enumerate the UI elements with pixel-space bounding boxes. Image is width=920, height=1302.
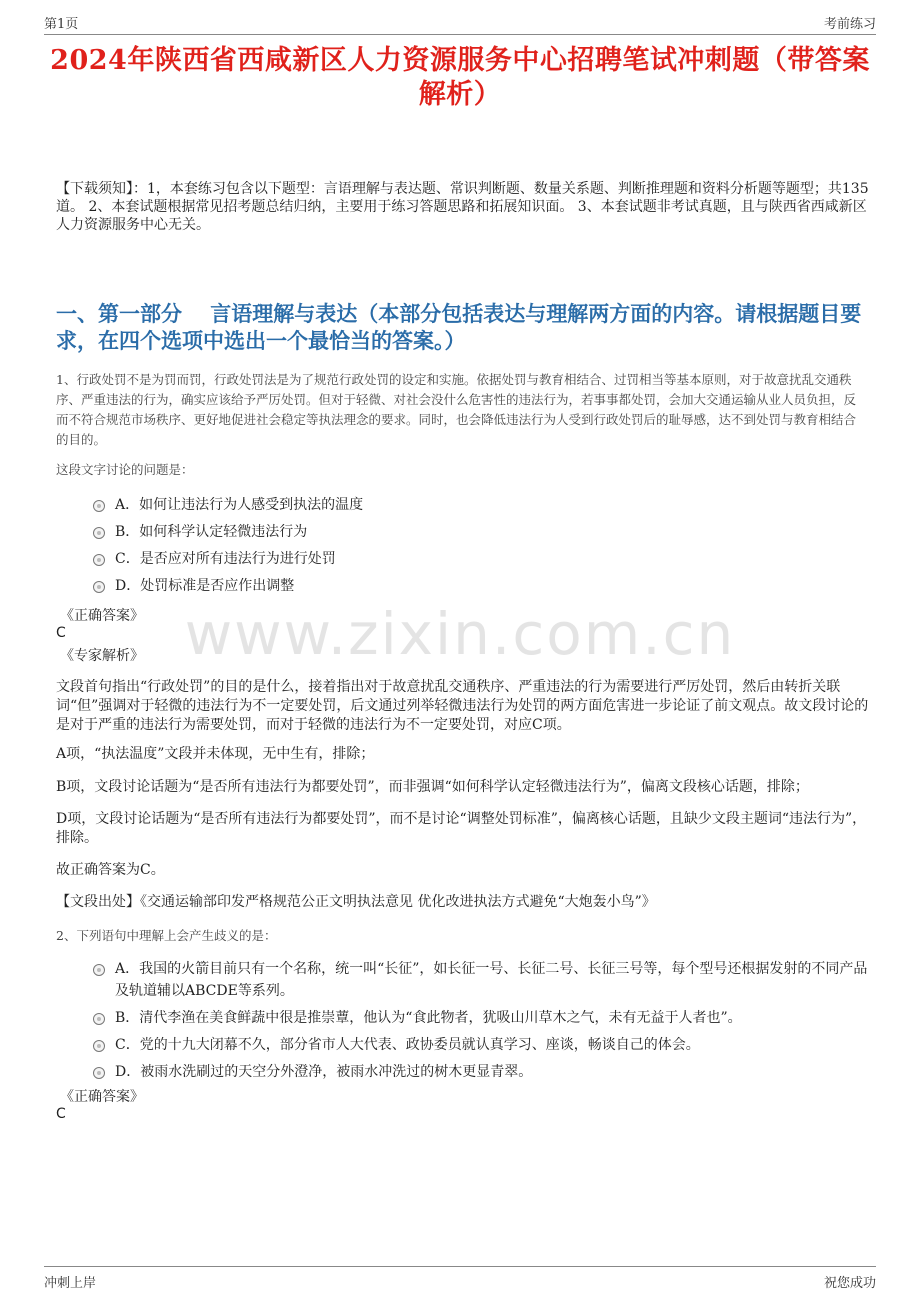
radio-icon[interactable]: [93, 527, 105, 539]
watermark: www.zixin.com.cn: [184, 600, 736, 668]
option-label: B．清代李渔在美食鲜蔬中很是推崇蕈，他认为“食此物者，犹吸山川草木之气，未有无益于人者也”。: [115, 1010, 742, 1026]
footer-left-label: 冲刺上岸: [44, 1276, 97, 1291]
question-2-text: 2、下列语句中理解上会产生歧义的是：: [56, 928, 277, 943]
analysis-paragraph: 文段首句指出“行政处罚”的目的是什么，接着指出对于故意扰乱交通秩序、严重违法的行为需要进行严厉处罚，然后由转折关联词“但”强调对于轻微的违法行为不一定要处罚，后文通过列举轻微违法行为处罚的两方面危害进一步论证了前文观点。故文段讨论的是对于严重的违法行为需要处罚，而对于轻微的违法行为不一定要处罚，对应C项。: [56, 679, 869, 733]
radio-icon[interactable]: [93, 1067, 105, 1079]
page-number: 第1页: [44, 17, 79, 32]
footer-divider: [44, 1266, 876, 1267]
footer-right-label: 祝您成功: [823, 1276, 876, 1291]
radio-icon[interactable]: [93, 1040, 105, 1052]
question-2-option-b[interactable]: [93, 1007, 872, 1029]
question-2-option-d[interactable]: [93, 1061, 872, 1083]
question-2-answer: C: [56, 1106, 66, 1122]
radio-icon[interactable]: [93, 1013, 105, 1025]
question-2-options: [93, 958, 872, 1088]
question-1-option-a[interactable]: [93, 494, 872, 516]
header-right-label: 考前练习: [823, 17, 876, 32]
option-label: D．处罚标准是否应作出调整: [115, 578, 295, 594]
question-2-option-a[interactable]: [93, 958, 872, 1002]
question-1-text: 1、行政处罚不是为罚而罚，行政处罚法是为了规范行政处罚的设定和实施。依据处罚与教育相结合、过罚相当等基本原则，对于故意扰乱交通秩序、严重违法的行为，确实应该给予严厉处罚。但对于轻微、对社会没什么危害性的违法行为，若事事都处罚，会加大交通运输从业人员负担，反而不符合规范市场秩序、更好地促进社会稳定等执法理念的要求。同时，也会降低违法行为人受到行政处罚后的耻辱感，达不到处罚与教育相结合的目的。: [56, 372, 857, 447]
analysis-conclusion: 故正确答案为C。: [56, 862, 165, 878]
page-title: 2024年陕西省西咸新区人力资源服务中心招聘笔试冲刺题（带答案解析）: [50, 45, 870, 110]
option-label: A．我国的火箭目前只有一个名称，统一叫“长征”，如长征一号、长征二号、长征三号等，每个型号还根据发射的不同产品及轨道辅以ABCDE等系列。: [115, 961, 868, 999]
question-1-answer-label: 《正确答案》: [60, 608, 144, 624]
option-label: C．党的十九大闭幕不久，部分省市人大代表、政协委员就认真学习、座谈，畅谈自己的体会。: [115, 1037, 700, 1053]
radio-icon[interactable]: [93, 554, 105, 566]
question-1-option-c[interactable]: [93, 548, 872, 570]
option-label: A．如何让违法行为人感受到执法的温度: [115, 497, 364, 513]
analysis-paragraph: A项，“执法温度”文段并未体现，无中生有，排除；: [56, 746, 375, 762]
question-2-answer-label: 《正确答案》: [60, 1089, 144, 1105]
radio-icon[interactable]: [93, 964, 105, 976]
radio-icon[interactable]: [93, 581, 105, 593]
header-divider: [44, 34, 876, 35]
question-1-analysis-label: 《专家解析》: [60, 648, 144, 664]
question-1-ask: 这段文字讨论的问题是：: [56, 462, 194, 477]
question-1-answer: C: [56, 625, 66, 641]
option-label: D．被雨水洗刷过的天空分外澄净，被雨水冲洗过的树木更显青翠。: [115, 1064, 533, 1080]
analysis-source: 【文段出处】《交通运输部印发严格规范公正文明执法意见 优化改进执法方式避免“大炮轰小鸟”》: [56, 894, 656, 910]
question-2-option-c[interactable]: [93, 1034, 872, 1056]
question-1-options: [93, 494, 872, 602]
analysis-paragraph: D项，文段讨论话题为“是否所有违法行为都要处罚”，而不是讨论“调整处罚标准”，偏离核心话题，且缺少文段主题词“违法行为”，排除。: [56, 811, 867, 846]
download-notice: 【下载须知】：1，本套练习包含以下题型：言语理解与表达题、常识判断题、数量关系题、判断推理题和资料分析题等题型；共135道。 2、本套试题根据常见招考题总结归纳，主要用于练习答题思路和拓展知识面。 3、本套试题非考试真题，且与陕西省西咸新区人力资源服务中心无关。: [56, 181, 869, 233]
analysis-paragraph: B项，文段讨论话题为“是否所有违法行为都要处罚”，而非强调“如何科学认定轻微违法行为”，偏离文段核心话题，排除；: [56, 779, 809, 795]
section-title: 一、第一部分 言语理解与表达（本部分包括表达与理解两方面的内容。请根据题目要求，在四个选项中选出一个最恰当的答案。）: [56, 301, 862, 353]
radio-icon[interactable]: [93, 500, 105, 512]
question-1-option-b[interactable]: [93, 521, 872, 543]
question-1-option-d[interactable]: [93, 575, 872, 597]
option-label: B．如何科学认定轻微违法行为: [115, 524, 308, 540]
option-label: C．是否应对所有违法行为进行处罚: [115, 551, 336, 567]
